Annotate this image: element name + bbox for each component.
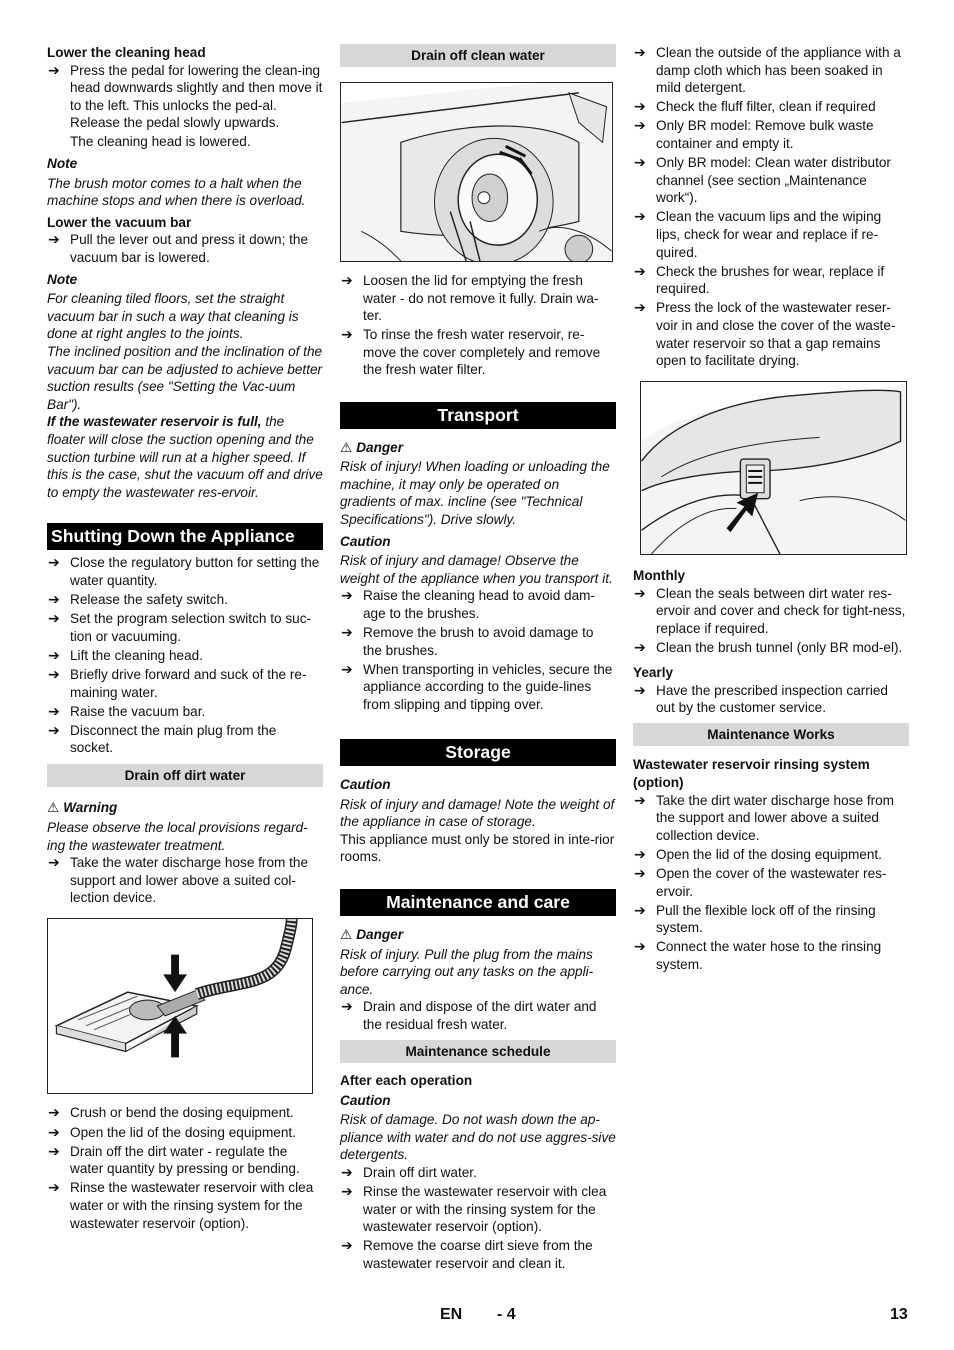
step-text: Check the brushes for wear, replace if required. [656, 263, 885, 297]
caution-label: Caution [340, 1092, 391, 1108]
step-item [633, 902, 909, 937]
step-item [340, 587, 616, 622]
step-text: Open the lid of the dosing equipment. [656, 846, 882, 862]
step-text: Only BR model: Clean water distributor channel (see section „Maintenance work“). [656, 155, 891, 206]
note-text: The inclined position and the inclination of the vacuum bar can be adjusted to achieve better suction results (see "Setting the Vac-uum Bar"). [47, 344, 323, 412]
footer-language: EN [440, 1306, 463, 1323]
step-item [340, 1183, 616, 1236]
step-text: Open the cover of the wastewater res-ervoir. [656, 866, 887, 899]
rinsing-steps [633, 792, 909, 974]
drain-dirt-steps [47, 1104, 323, 1232]
storage-text: This appliance must only be stored in inte-rior rooms. [340, 831, 615, 865]
step-item [633, 846, 909, 864]
arrow-right-icon: ➔ [48, 231, 60, 248]
step-text: Clean the vacuum lips and the wiping lips, check for wear and replace if re-quired. [656, 209, 882, 260]
step-item [633, 792, 909, 845]
arrow-right-icon: ➔ [48, 854, 60, 871]
column-right [633, 44, 909, 975]
arrow-right-icon: ➔ [634, 154, 646, 171]
arrow-right-icon: ➔ [341, 624, 353, 640]
drain-dirt-step: ➔ Take the water discharge hose from the support and lower above a suited col-lection device. [48, 854, 309, 906]
step-item [47, 703, 323, 721]
rinsing-system-title: Wastewater reservoir rinsing system (option) [633, 757, 870, 791]
step-item [47, 1143, 323, 1178]
step-text: When transporting in vehicles, secure the appliance according to the guide-lines from slipping and tipping over. [363, 661, 613, 712]
step-item [633, 117, 909, 152]
subsection-heading-works: Maintenance Works [633, 723, 909, 746]
step-item [633, 938, 909, 973]
arrow-right-icon: ➔ [634, 845, 646, 862]
step-item [47, 1179, 323, 1232]
step-text: Raise the cleaning head to avoid dam-age to the brushes. [363, 588, 595, 621]
monthly-title: Monthly [633, 568, 686, 584]
arrow-right-icon: ➔ [634, 639, 646, 656]
warning-label: ⚠ Warning [47, 800, 118, 816]
arrow-right-icon: ➔ [634, 44, 646, 60]
step-item [340, 272, 616, 325]
step-item [47, 1124, 323, 1142]
step-item [47, 591, 323, 609]
warning-text: Please observe the local provisions regard-ing the wastewater treatment. [47, 819, 308, 853]
arrow-right-icon: ➔ [634, 299, 646, 316]
step-item [47, 1104, 323, 1122]
caution-text: Risk of injury and damage! Observe the weight of the appliance when you transport it. [340, 553, 613, 586]
step-item [47, 722, 323, 757]
arrow-right-icon: ➔ [634, 681, 646, 698]
transport-steps [340, 587, 616, 713]
lower-bar-step: ➔ Pull the lever out and press it down; the vacuum bar is lowered. [48, 231, 309, 266]
step-item [340, 1237, 616, 1272]
arrow-right-icon: ➔ [634, 262, 646, 279]
step-item [340, 624, 616, 659]
step-item [47, 647, 323, 665]
arrow-right-icon: ➔ [341, 1237, 353, 1254]
step-text: Loosen the lid for emptying the fresh water - do not remove it fully. Drain wa-ter. [363, 273, 599, 324]
fresh-water-lid-illustration [340, 82, 613, 262]
warning-triangle-icon: ⚠ [340, 926, 353, 942]
lower-bar-title: Lower the vacuum bar [47, 214, 192, 230]
step-item [633, 585, 909, 638]
step-text: Crush or bend the dosing equipment. [70, 1105, 294, 1121]
arrow-right-icon: ➔ [634, 865, 646, 881]
arrow-right-icon: ➔ [341, 998, 353, 1015]
step-text: Check the fluff filter, clean if required [656, 99, 876, 115]
note-text: For cleaning tiled floors, set the straight vacuum bar in such a way that cleaning is done at right angles to the joints. [47, 291, 299, 342]
note-label: Note [47, 156, 78, 172]
arrow-right-icon: ➔ [341, 1163, 353, 1180]
section-heading-maintenance: Maintenance and care [340, 889, 616, 916]
arrow-right-icon: ➔ [48, 1123, 60, 1140]
arrow-right-icon: ➔ [634, 938, 646, 955]
danger-label: ⚠ Danger [340, 439, 404, 455]
lock-drawing [641, 382, 906, 554]
step-item [340, 326, 616, 379]
note-label: Note [47, 271, 78, 287]
arrow-right-icon: ➔ [48, 591, 60, 608]
step-text: Set the program selection switch to suc-tion or vacuuming. [70, 611, 312, 644]
note-text: The brush motor comes to a halt when the machine stops and when there is overload. [47, 175, 306, 209]
hose-illustration [47, 918, 313, 1094]
step-text: Open the lid of the dosing equipment. [70, 1124, 296, 1140]
step-item [633, 44, 909, 97]
danger-text: Risk of injury! When loading or unloading the machine, it may only be operated on gradients of max. incline (see "Technical Specifications"). Drive slowly. [340, 459, 610, 527]
arrow-right-icon: ➔ [634, 584, 646, 601]
danger-label: ⚠ Danger [340, 926, 404, 942]
arrow-right-icon: ➔ [341, 1183, 353, 1200]
arrow-right-icon: ➔ [48, 1104, 60, 1121]
lower-head-result: The cleaning head is lowered. [70, 134, 251, 150]
caution-text: Risk of damage. Do not wash down the ap-pliance with water and do not use aggres-sive detergents. [340, 1112, 616, 1163]
arrow-right-icon: ➔ [48, 610, 60, 627]
arrow-right-icon: ➔ [634, 117, 646, 134]
arrow-right-icon: ➔ [634, 98, 646, 115]
arrow-right-icon: ➔ [48, 1142, 60, 1159]
caution-label: Caution [340, 776, 391, 792]
step-item [340, 1164, 616, 1182]
arrow-right-icon: ➔ [48, 702, 60, 719]
column-middle [340, 44, 616, 1274]
page-number: 13 [890, 1306, 908, 1323]
monthly-steps [633, 585, 909, 657]
caution-text: Risk of injury and damage! Note the weight of the appliance in case of storage. [340, 796, 615, 830]
step-text: Release the safety switch. [70, 592, 228, 608]
step-item [633, 208, 909, 261]
step-item [633, 639, 909, 657]
step-text: Drain off dirt water. [363, 1164, 477, 1180]
step-text: Rinse the wastewater reservoir with clea water or with the rinsing system for the wastewater reservoir (option). [70, 1180, 314, 1231]
subsection-heading-schedule: Maintenance schedule [340, 1040, 616, 1063]
after-operation-title: After each operation [340, 1073, 473, 1088]
step-text: Disconnect the main plug from the socket. [70, 722, 277, 756]
arrow-right-icon: ➔ [634, 901, 646, 918]
arrow-right-icon: ➔ [634, 208, 646, 225]
step-text: Rinse the wastewater reservoir with clea water or with the rinsing system for the wastewater reservoir (option). [363, 1184, 607, 1235]
section-heading-transport: Transport [340, 402, 616, 429]
arrow-right-icon: ➔ [341, 660, 353, 677]
arrow-right-icon: ➔ [48, 1179, 60, 1196]
section-heading-shutdown: Shutting Down the Appliance [47, 523, 323, 550]
column-left [47, 44, 323, 1234]
warning-triangle-icon: ⚠ [47, 800, 60, 816]
step-item [633, 98, 909, 116]
reservoir-lock-illustration [640, 381, 907, 555]
step-text: Remove the brush to avoid damage to the brushes. [363, 625, 594, 658]
step-text: Only BR model: Remove bulk waste container and empty it. [656, 118, 874, 151]
caution-label: Caution [340, 533, 391, 549]
step-item [633, 299, 909, 369]
arrow-right-icon: ➔ [48, 665, 60, 682]
footer-part-number: - 4 [497, 1306, 516, 1323]
step-text: Pull the flexible lock off of the rinsing system. [656, 902, 876, 936]
step-text: Lift the cleaning head. [70, 647, 204, 663]
arrow-right-icon: ➔ [341, 326, 353, 343]
arrow-right-icon: ➔ [48, 721, 60, 738]
step-text: Clean the seals between dirt water res-ervoir and cover and check for tight-ness, replace if required. [656, 585, 906, 636]
arrow-right-icon: ➔ [341, 272, 353, 288]
warning-triangle-icon: ⚠ [340, 439, 353, 455]
arrow-right-icon: ➔ [341, 587, 353, 604]
arrow-right-icon: ➔ [48, 554, 60, 571]
step-item [633, 865, 909, 900]
subsection-heading-drain-clean: Drain off clean water [340, 44, 616, 67]
step-item [47, 554, 323, 589]
section-heading-storage: Storage [340, 739, 616, 766]
arrow-right-icon: ➔ [48, 61, 60, 78]
step-item [47, 610, 323, 645]
lower-head-title: Lower the cleaning head [47, 45, 206, 60]
step-text: Take the dirt water discharge hose from the support and lower above a suited collection device. [656, 792, 895, 843]
step-text: Close the regulatory button for setting the water quantity. [70, 555, 320, 588]
step-text: Raise the vacuum bar. [70, 703, 206, 719]
step-text: Clean the brush tunnel (only BR mod-el). [656, 640, 903, 656]
step-text: Connect the water hose to the rinsing system. [656, 939, 882, 972]
step-text: To rinse the fresh water reservoir, re-move the cover completely and remove the fresh water filter. [363, 327, 601, 378]
subsection-heading-drain-dirt: Drain off dirt water [47, 764, 323, 787]
step-text: Clean the outside of the appliance with a damp cloth which has been soaked in mild detergent. [656, 45, 901, 96]
step-item [340, 661, 616, 714]
lid-drawing [341, 83, 612, 261]
arrow-right-icon: ➔ [634, 791, 646, 808]
arrow-right-icon: ➔ [48, 646, 60, 663]
danger-text: Risk of injury. Pull the plug from the mains before carrying out any tasks on the appli-ance. [340, 946, 594, 997]
step-text: Drain off the dirt water - regulate the water quantity by pressing or bending. [70, 1143, 300, 1177]
step-item [633, 154, 909, 207]
care-steps [633, 44, 909, 370]
step-text: Briefly drive forward and suck of the re-maining water. [70, 666, 307, 700]
note-text: If the wastewater reservoir is full, the floater will close the suction opening and the suction turbine will run at a higher speed. If this is the case, shut the vacuum off and drive to empty the wastewater res-ervoir. [47, 414, 323, 500]
yearly-title: Yearly [633, 665, 674, 681]
step-item [47, 666, 323, 701]
yearly-step: ➔ Have the prescribed inspection carried out by the customer service. [634, 681, 888, 716]
shutdown-steps [47, 554, 323, 757]
hose-drawing [48, 919, 312, 1093]
step-text: Remove the coarse dirt sieve from the wastewater reservoir and clean it. [363, 1238, 593, 1271]
step-text: Press the lock of the wastewater reser-voir in and close the cover of the waste-water reservoir so that a gap remains open to facilitate drying. [656, 300, 896, 369]
maintenance-step: ➔ Drain and dispose of the dirt water and the residual fresh water. [341, 998, 597, 1032]
lower-head-step: ➔ Press the pedal for lowering the clean-ing head downwards slightly and then move it to the left. This unlocks the ped-al. Release the pedal slowly upwards. [48, 61, 323, 131]
drain-clean-steps [340, 272, 616, 379]
step-item [633, 263, 909, 298]
after-operation-steps [340, 1164, 616, 1273]
